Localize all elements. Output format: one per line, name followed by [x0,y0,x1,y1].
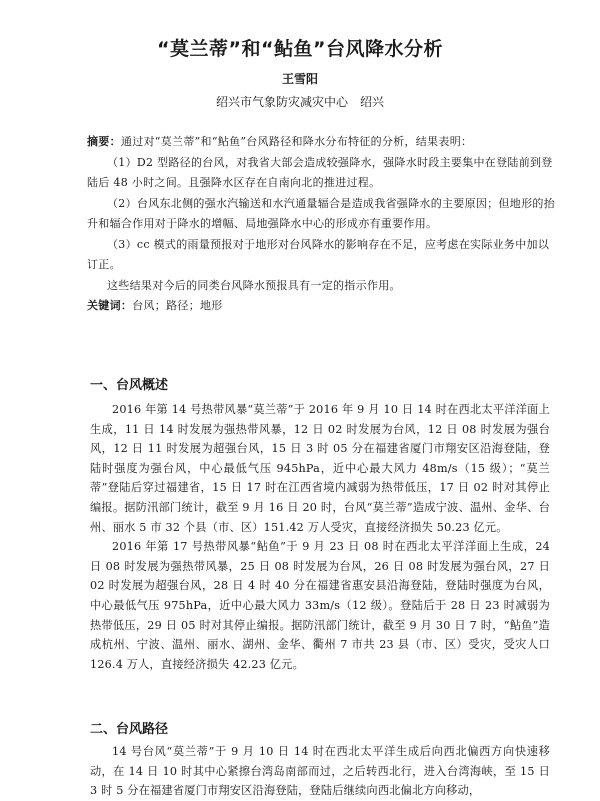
abstract-conclusion: 这些结果对今后的同类台风降水预报具有一定的指示作用。 [107,278,401,292]
abstract-point: （1）D2 型路径的台风，对我省大部会造成较强降水，强降水时段主要集中在登陆前到登陆后 48 小时之间。且强降水区存在自南向北的推进过程。 [87,155,553,189]
abstract-intro-text: 通过对“莫兰蒂”和“鲇鱼”台风路径和降水分布特征的分析，结果表明： [120,135,473,148]
paragraph: 14 号台风“莫兰蒂”于 9 月 10 日 14 时在西北太平洋生成后向西北偏西方向快速移动，在 14 日 10 时其中心紧擦台湾岛南部而过，之后转西北行，进入台湾海峡，至 15 日 3 时 5 分在福建省厦门市翔安区沿海登陆，登陆后继续向西北偏北方向移动， [90,745,550,798]
keywords-label: 关键词： [87,299,133,312]
section-body-track [90,742,550,801]
abstract-point: （2）台风东北侧的强水汽输送和水汽通量辐合是造成我省强降水的主要原因；但地形的抬升和辐合作用对于降水的增幅、局地强降水中心的形成亦有重要作用。 [87,196,555,230]
paragraph: 2016 年第 14 号热带风暴“莫兰蒂”于 2016 年 9 月 10 日 14 时在西北太平洋洋面上生成，11 日 14 时发展为强热带风暴，12 日 02 时发展为台风，12 日 08 时发展为强台风，12 日 11 时发展为超强台风，15 日 3 时 05 分在福建省厦门市翔安区沿海登陆，登陆时强度为强台风，中心最低气压 945hPa，近中心最大风力 48m/s（15 级）；“莫兰蒂”登陆后穿过福建省，15 日 17 时在江西省境内减弱为热带低压，17 日 02 时对其停止编报。据防汛部门统计，截至 9 月 16 日 20 时，台风“莫兰蒂”造成宁波、温州、金华、台州、丽水 5 市 32 个县（市、区）151.42 万人受灾，直接经济损失 50.23 亿元。 [90,403,550,534]
section-body-overview [90,400,550,674]
keywords-line [87,296,557,317]
paragraph: 2016 年第 17 号热带风暴“鲇鱼”于 9 月 23 日 08 时在西北太平洋洋面上生成，24 日 08 时发展为强热带风暴，25 日 08 时发展为台风，26 日 08 时发展为强台风，27 日 02 时发展为超强台风，28 日 4 时 40 分在福建省惠安县沿海登陆，登陆时强度为台风，中心最低气压 975hPa，近中心最大风力 33m/s（12 级）。登陆后于 28 日 23 时减弱为热带低压，29 日 05 时对其停止编报。据防汛部门统计，截至 9 月 30 日 7 时，“鲇鱼”造成杭州、宁波、温州、丽水、湖州、金华、衢州 7 市共 23 县（市、区）受灾，受灾人口 126.4 万人，直接经济损失 42.23 亿元。 [90,540,550,671]
paper-title: “莫兰蒂”和“鲇鱼”台风降水分析 [157,38,443,60]
keywords-text: 台风；路径；地形 [132,299,223,312]
abstract-point: （3）cc 模式的雨量预报对于地形对台风降水的影响存在不足，应考虑在实际业务中加以订正。 [87,237,550,271]
section-heading-track: 二、台风路径 [90,722,169,737]
abstract-label: 摘要： [87,135,121,148]
abstract-intro [87,132,557,153]
abstract-block [87,132,557,317]
author-affiliation: 绍兴市气象防灾减灾中心 绍兴 [215,95,384,109]
author-name: 王雪阳 [281,72,318,86]
section-heading-overview: 一、台风概述 [90,378,169,393]
